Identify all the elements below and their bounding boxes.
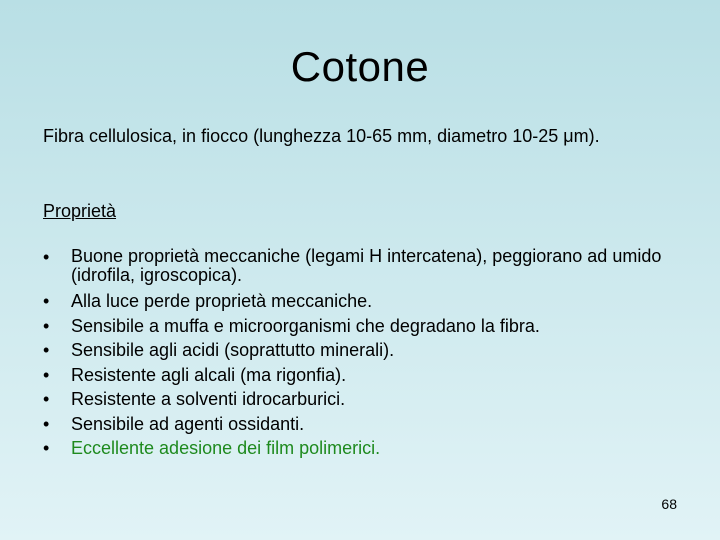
list-item-text: Sensibile agli acidi (soprattutto minerali). — [71, 340, 395, 360]
slide-title: Cotone — [290, 43, 430, 90]
list-item-text: Alla luce perde proprietà meccaniche. — [71, 291, 373, 311]
bullet-icon: • — [43, 389, 50, 409]
list-item — [43, 314, 693, 339]
list-item-highlighted — [43, 436, 693, 461]
list-item — [43, 245, 693, 289]
bullet-icon: • — [43, 438, 50, 458]
list-item — [43, 289, 693, 314]
list-item-text: Eccellente adesione dei film polimerici. — [71, 438, 381, 458]
bullet-icon: • — [43, 340, 50, 360]
page-number: 68 — [661, 496, 677, 512]
list-item-text: Sensibile ad agenti ossidanti. — [71, 413, 305, 434]
bullet-icon: • — [43, 315, 50, 336]
list-item — [43, 412, 693, 437]
bullet-icon: • — [43, 364, 50, 385]
bullet-icon: • — [43, 413, 50, 434]
list-item — [43, 363, 693, 388]
list-item — [43, 338, 693, 363]
list-item-text: Buone proprietà meccaniche (legami H intercatena), peggiorano ad umido (idrofila, igroscopica). — [71, 246, 662, 285]
bullet-icon: • — [43, 247, 50, 267]
bullet-icon: • — [43, 291, 50, 311]
list-item-text: Resistente a solventi idrocarburici. — [71, 389, 346, 409]
list-item-text: Sensibile a muffa e microorganismi che degradano la fibra. — [71, 315, 540, 336]
intro-text: Fibra cellulosica, in fiocco (lunghezza 10-65 mm, diametro 10-25 μm). — [43, 126, 600, 146]
properties-list — [43, 245, 693, 461]
list-item — [43, 387, 693, 412]
section-heading: Proprietà — [43, 201, 117, 221]
list-item-text: Resistente agli alcali (ma rigonfia). — [71, 364, 347, 385]
